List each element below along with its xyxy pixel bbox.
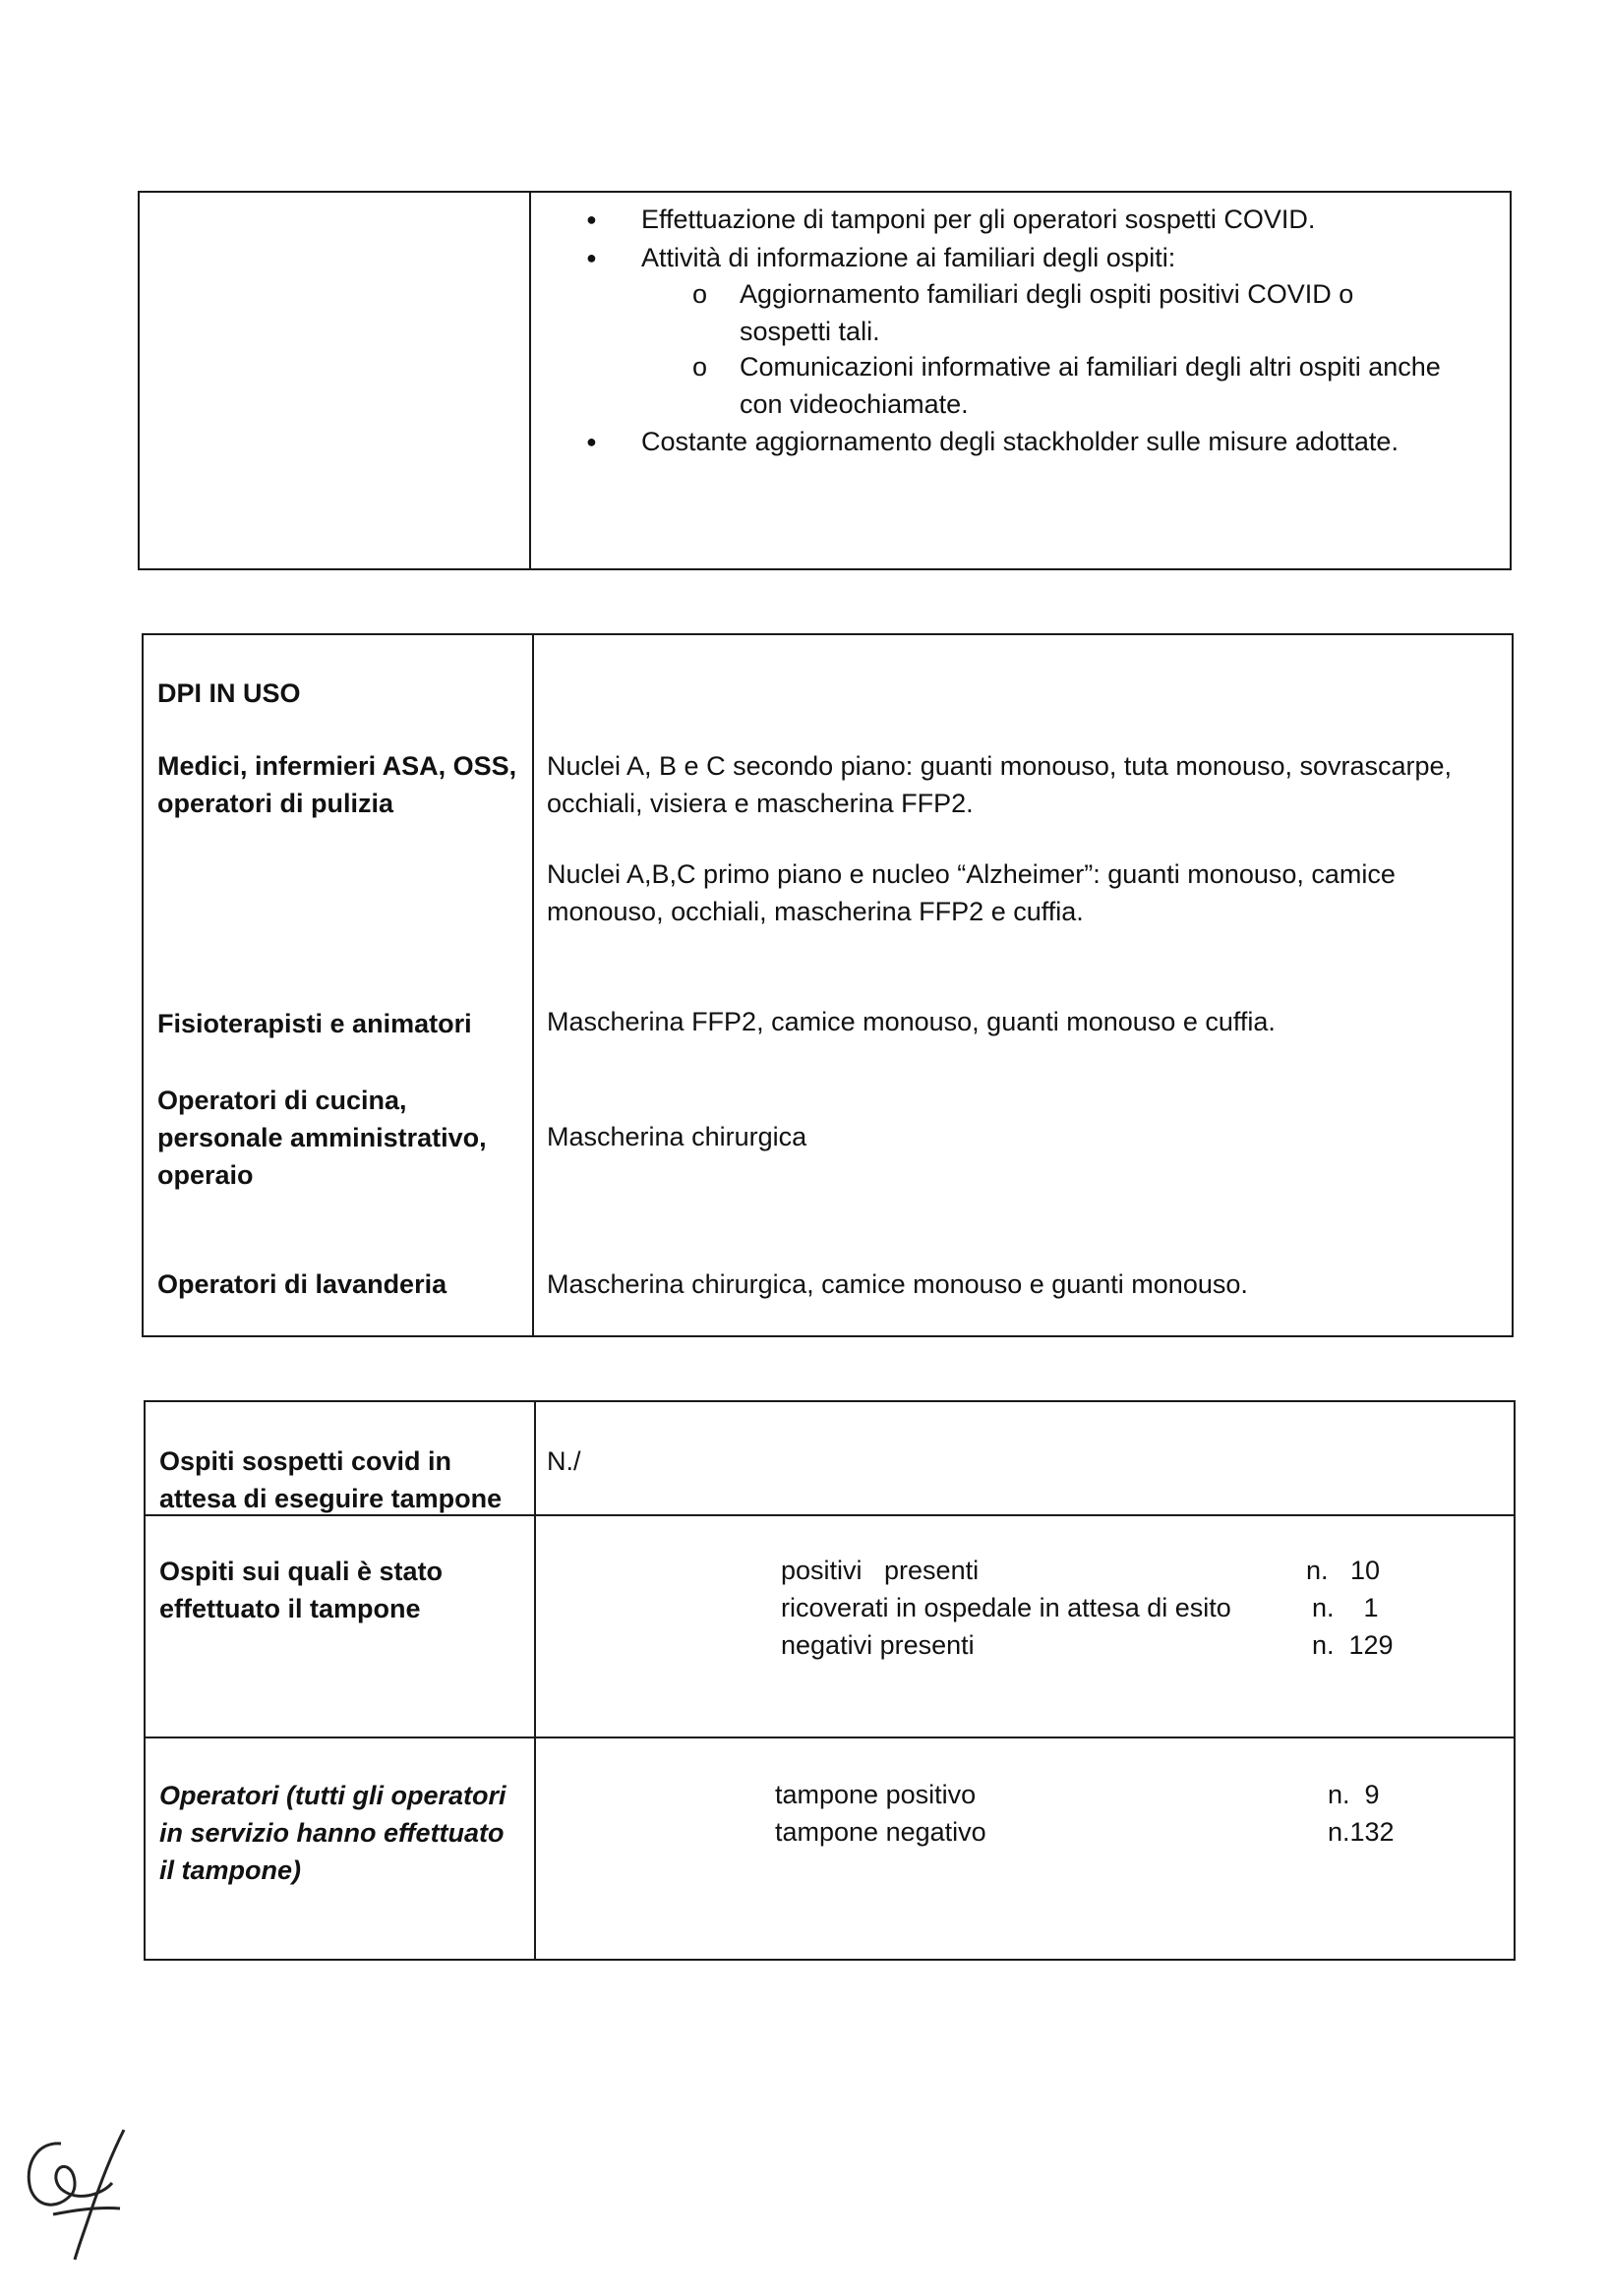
dpi-table (142, 633, 1514, 1337)
result-desc: tampone positivo (775, 1780, 977, 1809)
role-label: Operatori di lavanderia (157, 1269, 447, 1299)
role-label: personale amministrativo, (157, 1123, 487, 1152)
bullet-item: ● Costante aggiornamento degli stackholder sulle misure adottate. (641, 423, 1399, 460)
row-label: effettuato il tampone (159, 1594, 421, 1623)
bullet-item: ● Attività di informazione ai familiari degli ospiti: (641, 239, 1175, 276)
sub-item: o Aggiornamento familiari degli ospiti positivi COVID o (740, 275, 1353, 313)
result-count: n. 1 (1312, 1593, 1379, 1622)
result-desc: ricoverati in ospedale in attesa di esito (781, 1593, 1231, 1622)
result-desc: positivi presenti (781, 1556, 980, 1585)
role-label: Operatori di cucina, (157, 1086, 407, 1115)
result-count: n.132 (1328, 1817, 1395, 1847)
dpi-desc: occhiali, visiera e mascherina FFP2. (547, 789, 974, 818)
result-count: n. 129 (1312, 1630, 1394, 1660)
dpi-heading: DPI IN USO (157, 678, 301, 708)
signature-image (18, 2124, 136, 2262)
row-label: Ospiti sospetti covid in (159, 1446, 452, 1476)
result-count: n. 10 (1306, 1556, 1381, 1585)
dpi-desc: Mascherina chirurgica, camice monouso e guanti monouso. (547, 1269, 1248, 1299)
row-label: Operatori (tutti gli operatori (159, 1781, 506, 1810)
role-label: Medici, infermieri ASA, OSS, (157, 751, 517, 781)
dpi-desc: Mascherina FFP2, camice monouso, guanti monouso e cuffia. (547, 1007, 1276, 1036)
role-label: Fisioterapisti e animatori (157, 1009, 472, 1038)
dpi-desc: Nuclei A,B,C primo piano e nucleo “Alzheimer”: guanti monouso, camice (547, 859, 1396, 889)
row-label: il tampone) (159, 1855, 302, 1885)
dpi-desc: Mascherina chirurgica (547, 1122, 807, 1151)
role-label: operatori di pulizia (157, 789, 394, 818)
result-desc: negativi presenti (781, 1630, 975, 1660)
dpi-desc: monouso, occhiali, mascherina FFP2 e cuffia. (547, 897, 1084, 926)
role-label: operaio (157, 1160, 254, 1190)
bullet-item: ● Effettuazione di tamponi per gli operatori sospetti COVID. (641, 201, 1315, 238)
row-label: attesa di eseguire tampone (159, 1484, 503, 1513)
sub-item-cont: sospetti tali. (740, 317, 880, 346)
row-value: N./ (547, 1446, 581, 1476)
sub-item-cont: con videochiamate. (740, 389, 969, 419)
result-desc: tampone negativo (775, 1817, 986, 1847)
result-count: n. 9 (1328, 1780, 1380, 1809)
row-label: Ospiti sui quali è stato (159, 1557, 444, 1586)
row-label: in servizio hanno effettuato (159, 1818, 505, 1848)
sub-item: o Comunicazioni informative ai familiari degli altri ospiti anche (740, 348, 1441, 385)
dpi-desc: Nuclei A, B e C secondo piano: guanti monouso, tuta monouso, sovrascarpe, (547, 751, 1453, 781)
